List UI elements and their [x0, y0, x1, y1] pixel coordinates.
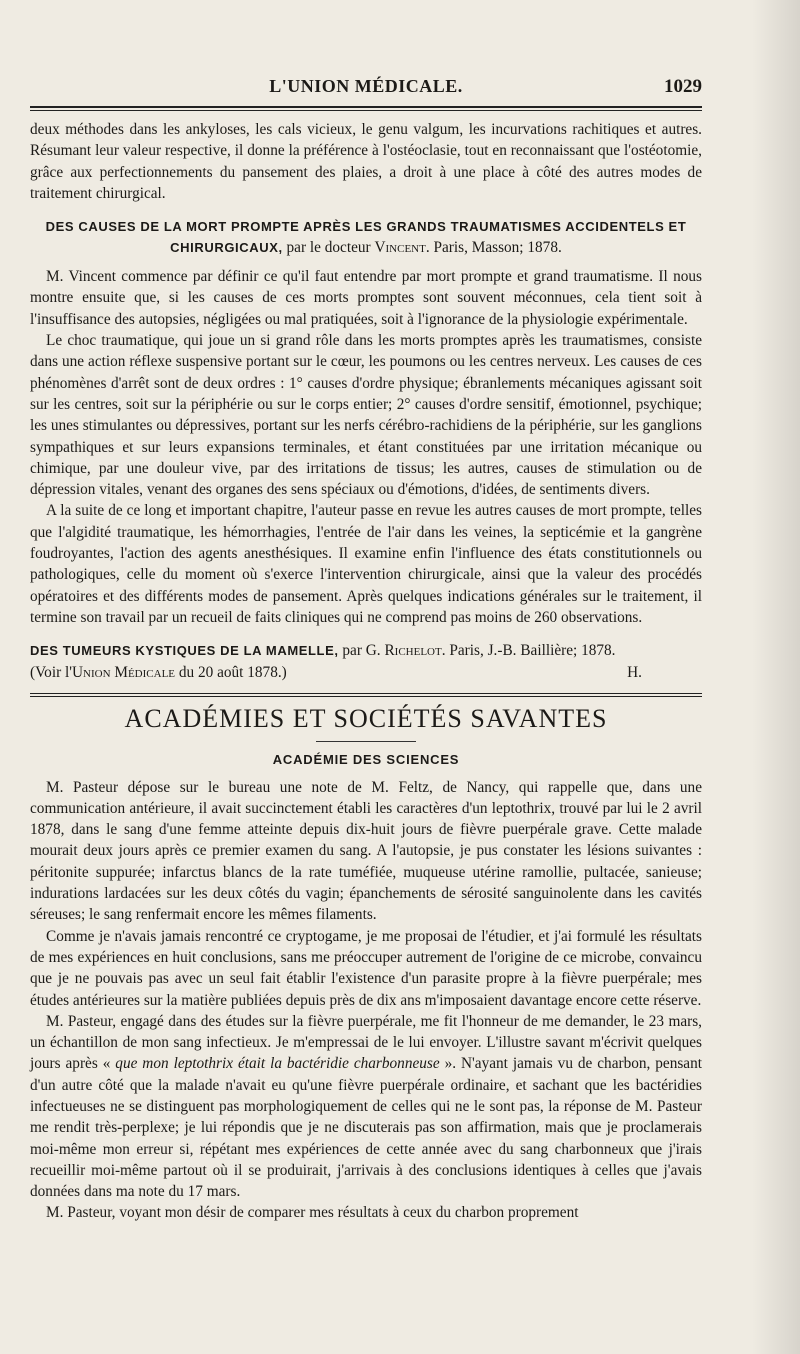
- journal-name: Union Médicale: [72, 663, 176, 681]
- review-heading-vincent: [30, 216, 702, 258]
- review-heading-richelot: DES TUMEURS KYSTIQUES DE LA MAMELLE, par G. Richelot. Paris, J.-B. Baillière; 1878.: [30, 642, 616, 660]
- quoted-phrase: que mon leptothrix était la bactéridie charbonneuse: [115, 1055, 440, 1073]
- review-byline-vincent: par le docteur Vincent. Paris, Masson; 1878.: [286, 239, 562, 257]
- review-author-richelot: Richelot: [384, 642, 442, 660]
- paragraph-vincent-2: Le choc traumatique, qui joue un si grand rôle dans les morts promptes après les traumatismes, consiste dans une action réflexe suspensive portant sur le cœur, les poumons ou les centres nerveux. Les causes de ces phénomènes d'arrêt sont de deux ordres : 1° causes d'ordre physique; ébranlements mécaniques agissant soit sur les centres, soit sur la périphérie ou sur le corps entier; 2° causes d'ordre sensitif, émotionnel, psychique; les unes stimulantes ou dépressives, portant sur les nerfs cérébro-rachidiens de la périphérie, sur les ganglions sympathiques et sur leurs expansions terminales, et étant constituées par une irritation mécanique ou chimique, par une douleur vive, par des irritations de tissus; les autres, causes de stimulation ou de dépression vitales, venant des organes des sens spéciaux ou d'émotions, d'idées, de sentiments divers.: [30, 332, 702, 499]
- section-title: ACADÉMIES ET SOCIÉTÉS SAVANTES: [124, 703, 608, 733]
- section-short-rule: [316, 741, 416, 742]
- paragraph-pasteur-3: M. Pasteur, engagé dans des études sur la fièvre puerpérale, me fit l'honneur de me demander, le 23 mars, un échantillon de mon sang infectieux. Je m'empressai de le lui envoyer. L'illustre savant m'écrivit quelques jours après « que mon leptothrix était la bactéridie charbonneuse ». N'ayant jamais vu de charbon, pensant d'un autre côté que la malade n'avait eu qu'une fièvre puerpérale ordinaire, et sachant que les bactéridies infectueuses ne se distinguent pas morphologiquement de celles qui ne le sont pas, la réponse de M. Pasteur me rendit très-perplexe; je lui répondis que je ne discuterais pas son affirmation, mais que je proclamerais moi-même mon erreur si, répétant mes expériences de cette année avec du sang charbonneux que j'irais recueillir moi-même partout où il se produirait, j'arrivais à des conclusions identiques à celles que j'avais données dans ma note du 17 mars.: [30, 1012, 702, 1201]
- review-author-vincent: Vincent: [374, 239, 426, 257]
- section-rule: [30, 693, 702, 697]
- page-number: 1029: [664, 76, 702, 97]
- paragraph-pasteur-2: Comme je n'avais jamais rencontré ce cryptogame, je me proposai de l'étudier, et j'ai formulé les résultats de mes expériences en huit conclusions, sans me préoccuper autrement de l'origine de ce microbe, convaincu que je ne pouvais pas avec un seul fait établir l'existence d'un parasite propre à la fièvre puerpérale; mes études antérieures sur la matière publiées depuis près de dix ans m'imposaient davantage encore cette réserve.: [30, 927, 702, 1009]
- reviewer-signature: H.: [627, 663, 642, 681]
- review-title-richelot: DES TUMEURS KYSTIQUES DE LA MAMELLE,: [30, 643, 339, 659]
- paragraph-pasteur-1: M. Pasteur dépose sur le bureau une note de M. Feltz, de Nancy, qui rappelle que, dans une communication antérieure, il avait succinctement établi les caractères d'un leptothrix, trouvé par lui le 2 avril 1878, dans le sang d'une femme atteinte depuis dix-huit jours de fièvre puerpérale grave. Cette malade mourait deux jours après ce premier examen du sang. A l'autopsie, je pus constater les lésions suivantes : péritonite suppurée; infarctus blancs de la rate tuméfiée, muqueuse utérine ramollie, pultacée, sanieuse; indurations lardacées sur les deux côtés du vagin; épanchements de sérosité sanguinolente dans les cavités séreuses; le sang renfermait encore les mêmes filaments.: [30, 778, 702, 924]
- review-publisher-richelot: . Paris, J.-B. Baillière; 1878.: [441, 642, 616, 660]
- review-publisher-vincent: . Paris, Masson; 1878.: [425, 239, 562, 257]
- page-header: [30, 72, 702, 104]
- header-rule: [30, 106, 702, 111]
- subsection-title: ACADÉMIE DES SCIENCES: [272, 751, 460, 767]
- paragraph-vincent-3: A la suite de ce long et important chapitre, l'auteur passe en revue les autres causes de mort prompte, telles que l'algidité traumatique, les hémorrhagies, l'entrée de l'air dans les veines, la septicémie et la gangrène foudroyantes, l'action des agents anesthésiques. Il examine enfin l'influence des états constitutionnels ou pathologiques, celle du moment où s'exerce l'intervention chirurgicale, ainsi que la valeur des procédés opératoires et des différents modes de pansement. Après quelques indications générales sur le traitement, il termine son travail par un recueil de faits cliniques qui ne comprend pas moins de 260 observations.: [30, 502, 702, 626]
- paragraph-vincent-1: M. Vincent commence par définir ce qu'il faut entendre par mort prompte et grand traumatisme. Il nous montre ensuite que, si les causes de ces morts promptes sont souvent méconnues, cela tient soit à l'insuffisance des autopsies, négligées ou mal pratiquées, soit à l'ignorance de la physiologie expérimentale.: [30, 268, 702, 328]
- paragraph-intro: deux méthodes dans les ankyloses, les cals vicieux, le genu valgum, les incurvations rachitiques et autres. Résumant leur valeur respective, il donne la préférence à l'ostéoclasie, tout en reconnaissant que l'ostéotomie, grâce aux perfectionnements du pansement des plaies, a droit à une place à côté des autres modes de traitement chirurgical.: [30, 121, 702, 202]
- review-title-vincent: DES CAUSES DE LA MORT PROMPTE APRÈS LES GRANDS TRAUMATISMES ACCIDENTELS ET CHIRURGICAUX,: [45, 219, 687, 256]
- running-title: L'UNION MÉDICALE.: [269, 76, 463, 96]
- review-reference-line: (Voir l'Union Médicale du 20 août 1878.) H.: [30, 663, 642, 681]
- paragraph-pasteur-4: M. Pasteur, voyant mon désir de comparer mes résultats à ceux du charbon proprement: [46, 1204, 579, 1222]
